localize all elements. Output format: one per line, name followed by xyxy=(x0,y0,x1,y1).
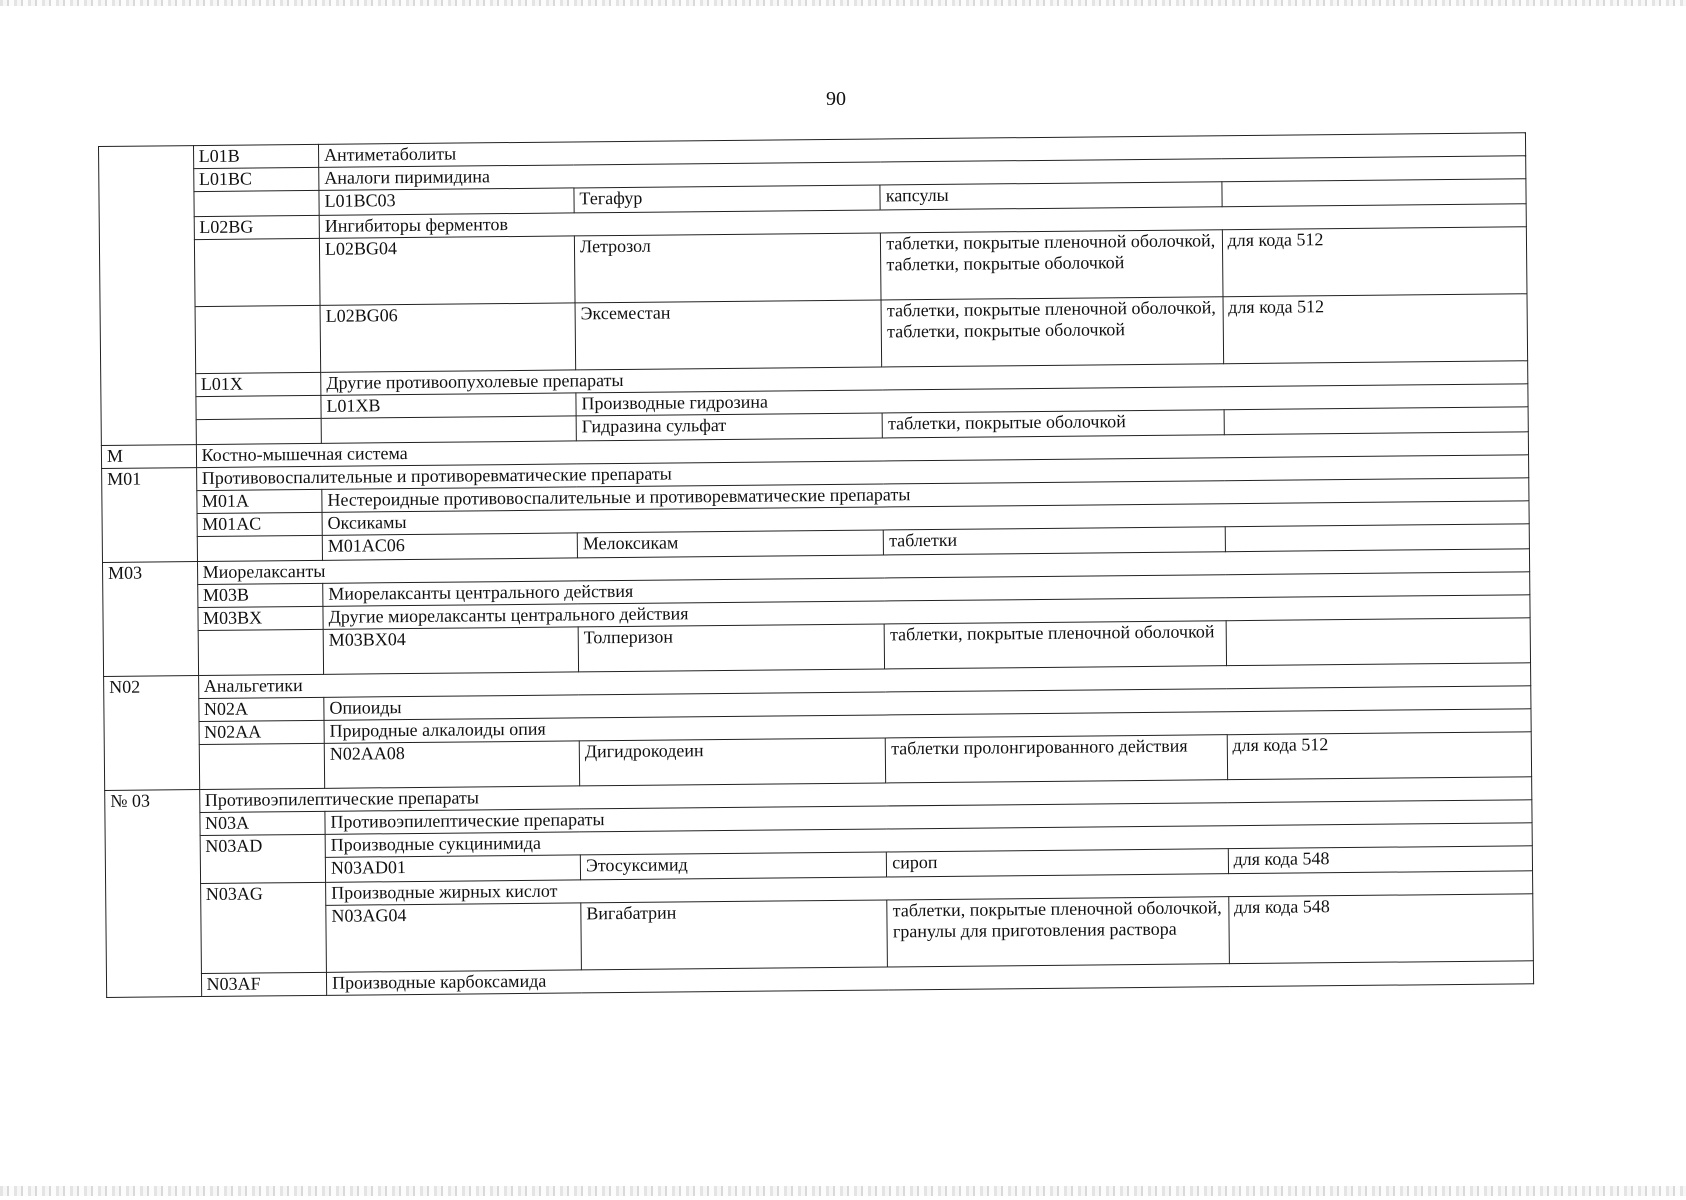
atc-code: M03BX04 xyxy=(323,627,578,674)
group-name: Антиметаболиты xyxy=(318,133,1525,168)
dosage-form: таблетки, покрытые пленочной оболочкой, таблетки, покрытые оболочкой xyxy=(881,230,1223,300)
subgroup-name: Производные гидрозина xyxy=(576,384,1528,416)
atc-code: L01BC03 xyxy=(319,188,574,215)
dosage-form: таблетки, покрытые пленочной оболочкой xyxy=(884,621,1226,669)
dosage-form: таблетки пролонгированного действия xyxy=(886,735,1228,783)
group-code: M03B xyxy=(197,583,323,607)
group-code xyxy=(194,190,320,216)
note: для кода 548 xyxy=(1228,846,1533,874)
note xyxy=(1222,179,1527,207)
class-name: Анальгетики xyxy=(198,663,1531,699)
group-code: N02AA xyxy=(199,720,325,744)
drug-name: Тегафур xyxy=(574,185,881,213)
group-code: M01AC xyxy=(197,512,323,536)
note xyxy=(1224,407,1529,435)
group-name: Оксикамы xyxy=(322,501,1529,536)
dosage-form: таблетки xyxy=(884,527,1226,555)
class-name: Противовоспалительные и противоревматические препараты xyxy=(196,455,1529,491)
group-code xyxy=(194,238,320,306)
group-name: Природные алкалоиды опия xyxy=(324,709,1531,744)
class-code: N02 xyxy=(104,676,200,791)
atc-code: L02BG06 xyxy=(320,303,576,372)
group-code xyxy=(199,743,325,789)
note xyxy=(1225,524,1530,552)
atc-code: M01AC06 xyxy=(322,533,577,560)
group-code xyxy=(195,305,321,373)
group-name: Аналоги пиримидина xyxy=(319,156,1526,191)
group-code: N03AG xyxy=(200,882,326,973)
page-number: 90 xyxy=(826,88,846,110)
drug-name: Мелоксикам xyxy=(577,530,884,558)
group-name: Производные карбоксамида xyxy=(326,961,1533,996)
group-code xyxy=(195,395,321,419)
class-name: Миорелаксанты xyxy=(197,549,1530,585)
scan-edge-bottom xyxy=(0,1186,1686,1196)
group-name: Противоэпилептические препараты xyxy=(325,800,1532,835)
atc-code xyxy=(321,416,576,443)
group-name: Ингибиторы ферментов xyxy=(319,204,1526,239)
class-code: M03 xyxy=(102,562,198,677)
note: для кода 548 xyxy=(1228,894,1533,964)
note: для кода 512 xyxy=(1223,294,1528,364)
drug-name: Летрозол xyxy=(574,233,881,303)
drug-name: Эксеместан xyxy=(575,300,882,370)
group-code: M01A xyxy=(196,489,322,513)
note: для кода 512 xyxy=(1222,227,1527,297)
group-name: Производные сукцинимида xyxy=(325,823,1532,858)
drug-name: Гидразина сульфат xyxy=(576,413,883,441)
class-name: Костно-мышечная система xyxy=(196,432,1529,468)
group-code: N02A xyxy=(198,697,324,721)
group-name: Производные жирных кислот xyxy=(326,871,1533,906)
atc-code: L01XB xyxy=(321,393,576,418)
group-name: Миорелаксанты центрального действия xyxy=(323,572,1530,607)
group-name: Другие противоопухолевые препараты xyxy=(321,361,1528,396)
group-code: N03A xyxy=(199,811,325,835)
group-code: L01BC xyxy=(193,167,319,191)
group-code xyxy=(198,629,324,675)
group-code: L01B xyxy=(193,144,319,168)
group-code xyxy=(196,418,322,444)
group-name: Опиоиды xyxy=(324,686,1531,721)
class-code: № 03 xyxy=(105,790,202,998)
group-code: M03BX xyxy=(198,606,324,630)
class-code-cell xyxy=(99,146,196,446)
group-name: Нестероидные противовоспалительные и противоревматические препараты xyxy=(322,478,1529,513)
dosage-form: капсулы xyxy=(880,182,1222,210)
drug-name: Толперизон xyxy=(578,624,885,672)
class-code: M xyxy=(101,445,196,469)
drug-list-table xyxy=(98,132,1534,998)
atc-code: L02BG04 xyxy=(319,236,575,305)
class-name: Противоэпилептические препараты xyxy=(199,777,1532,813)
note: для кода 512 xyxy=(1227,732,1532,780)
dosage-form: таблетки, покрытые оболочкой xyxy=(882,410,1224,438)
group-name: Другие миорелаксанты центрального действия xyxy=(323,595,1530,630)
group-code: L02BG xyxy=(194,215,320,239)
scan-edge-top xyxy=(0,0,1686,6)
atc-code: N03AG04 xyxy=(326,903,582,972)
group-code xyxy=(197,535,323,561)
note xyxy=(1226,618,1531,666)
group-code: N03AD xyxy=(200,834,326,883)
drug-name: Вигабатрин xyxy=(581,900,888,970)
dosage-form: сироп xyxy=(887,849,1229,877)
drug-name: Этосуксимид xyxy=(580,852,887,880)
dosage-form: таблетки, покрытые пленочной оболочкой, гранулы для приготовления раствора xyxy=(887,897,1229,967)
atc-code: N03AD01 xyxy=(325,855,580,882)
group-code: N03AF xyxy=(201,972,327,996)
drug-name: Дигидрокодеин xyxy=(579,738,886,786)
dosage-form: таблетки, покрытые пленочной оболочкой, таблетки, покрытые оболочкой xyxy=(881,297,1223,367)
class-code: M01 xyxy=(102,468,197,563)
atc-code: N02AA08 xyxy=(324,741,579,788)
group-code: L01X xyxy=(195,372,321,396)
